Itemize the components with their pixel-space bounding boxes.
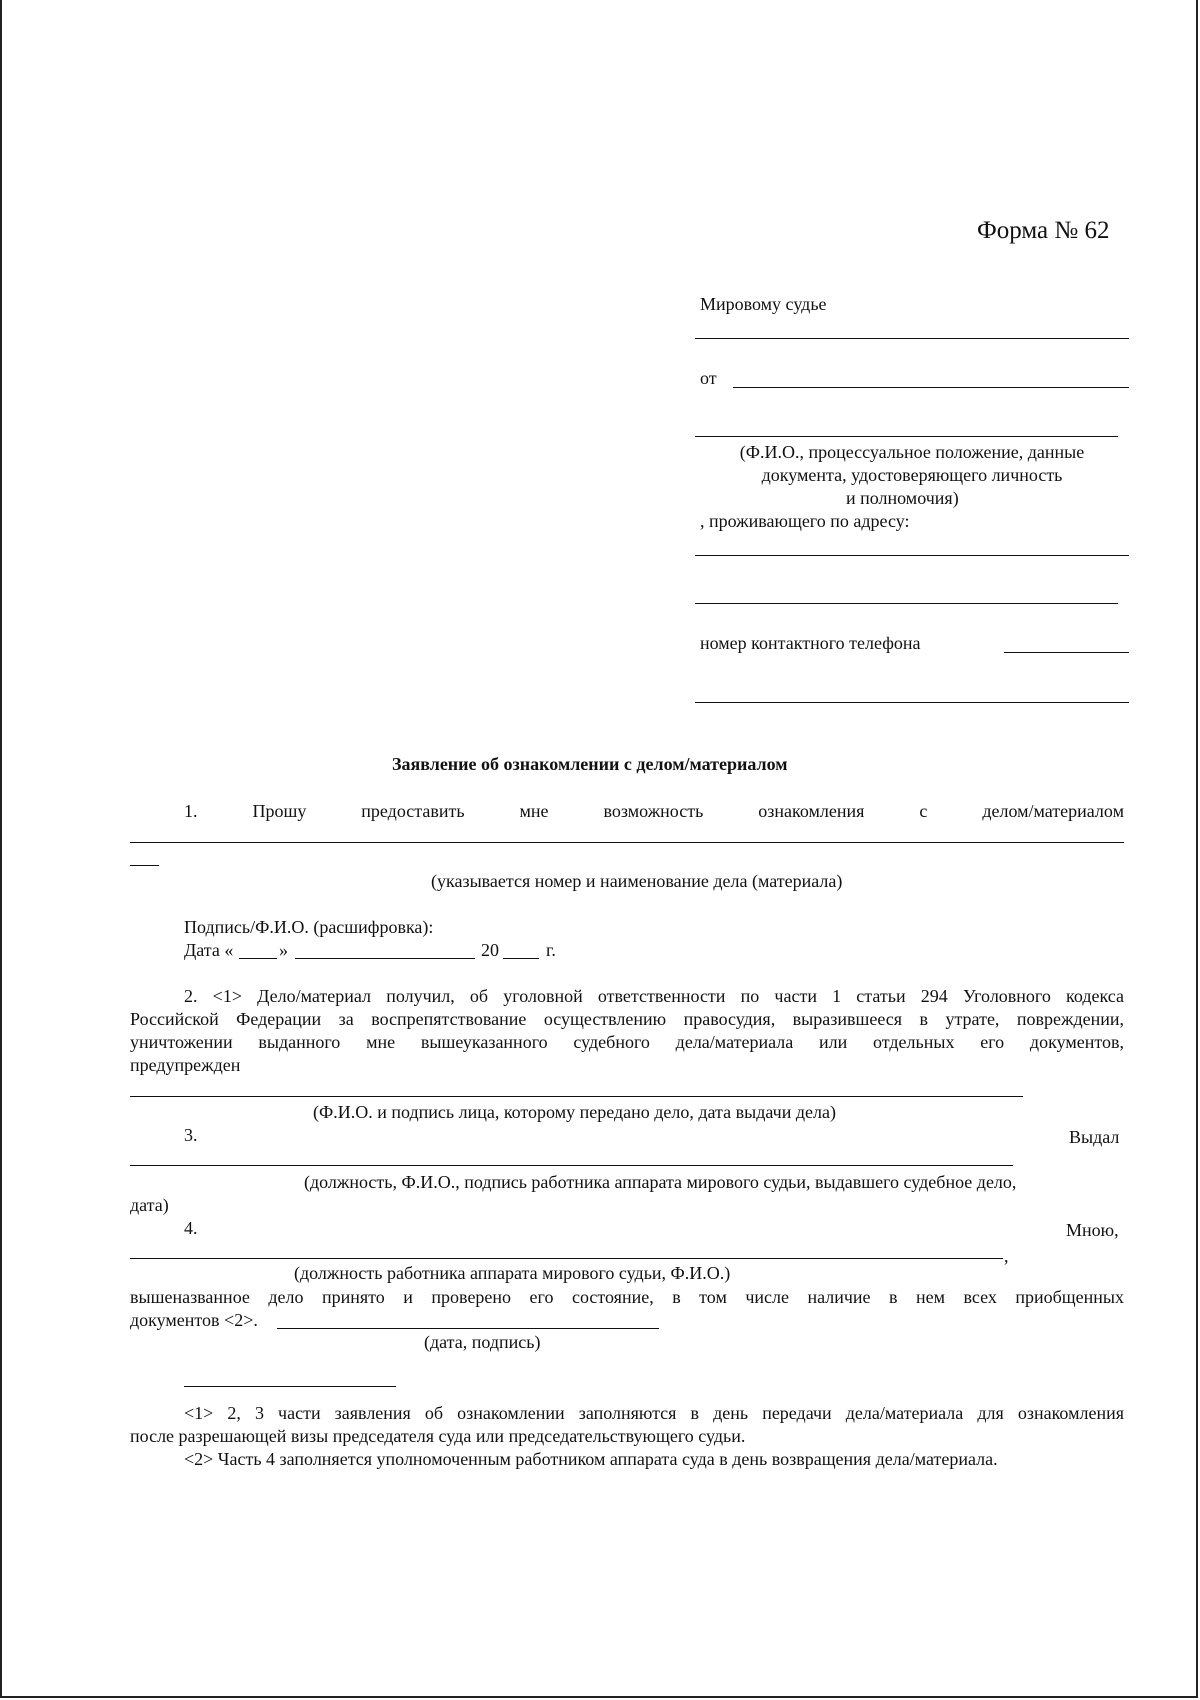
phone-line[interactable] (1004, 652, 1129, 653)
date-year-line[interactable] (503, 958, 539, 959)
item1-word-request: Прошу (252, 801, 307, 821)
item1-word-familiarization: ознакомления (758, 801, 865, 821)
item2-line2: Российской Федерации за воспрепятствование осуществлению правосудия, выразившееся в утрате, повреждении, (130, 1009, 1124, 1029)
date-year-suffix: г. (546, 940, 556, 960)
phone-line-2[interactable] (695, 702, 1129, 703)
signature-label: Подпись/Ф.И.О. (расшифровка): (184, 917, 434, 937)
footnote-1-line1: <1> 2, 3 части заявления об ознакомлении заполняются в день передачи дела/материала для ознакомления (184, 1403, 1124, 1423)
receiver-comma: , (1004, 1246, 1009, 1266)
receiver-note: (должность работника аппарата мирового судьи, Ф.И.О.) (294, 1263, 731, 1283)
item4-line1: вышеназванное дело принято и проверено его состояние, в том числе наличие в нем всех приобщенных (130, 1287, 1124, 1307)
footnote-1-line2: после разрешающей визы председателя суда или председательствующего судьи. (130, 1426, 746, 1446)
case-note: (указывается номер и наименование дела (материала) (431, 871, 843, 891)
recipient-note: (Ф.И.О. и подпись лица, которому передано дело, дата выдачи дела) (313, 1102, 836, 1122)
item1-word-with: с (919, 801, 928, 821)
item3-number: 3. (184, 1125, 198, 1145)
issuer-note-line1: (должность, Ф.И.О., подпись работника аппарата мирового судьи, выдавшего судебное дело, (304, 1172, 1017, 1192)
residence-label: , проживающего по адресу: (700, 511, 910, 531)
item1-word-provide: предоставить (361, 801, 465, 821)
date-sign-line[interactable] (277, 1328, 659, 1329)
fio-note-line2: документа, удостоверяющего личность (761, 465, 1063, 485)
form-number: Форма № 62 (977, 217, 1110, 244)
item3-word: Выдал (1069, 1127, 1120, 1147)
item4-word: Мною, (1066, 1220, 1119, 1240)
item4-number: 4. (184, 1218, 198, 1238)
item1-word-me: мне (519, 801, 549, 821)
date-prefix: Дата « (184, 940, 234, 960)
fio-note-line3: и полномочия) (846, 488, 959, 508)
document-title: Заявление об ознакомлении с делом/материалом (392, 754, 788, 774)
from-line[interactable] (733, 387, 1129, 388)
item2-line4: предупрежден (130, 1055, 241, 1075)
recipient-line[interactable] (130, 1096, 1023, 1097)
receiver-line[interactable] (130, 1258, 1003, 1259)
address-line-1[interactable] (695, 555, 1129, 556)
case-name-line-short[interactable] (130, 865, 159, 866)
date-quote-close: » (279, 940, 288, 960)
date-month-line[interactable] (295, 958, 475, 959)
to-judge-label: Мировому судье (700, 294, 827, 314)
item1-word-case: делом/материалом (982, 801, 1124, 821)
date-day-line[interactable] (239, 958, 277, 959)
fio-note-line1: (Ф.И.О., процессуальное положение, данные (739, 442, 1085, 462)
from-label: от (700, 368, 717, 388)
item1-word-possibility: возможность (603, 801, 704, 821)
item2-line3: уничтожении выданного мне вышеуказанного судебного дела/материала или отдельных его документов, (130, 1032, 1124, 1052)
footnote-divider (184, 1386, 396, 1387)
issuer-note-line2: дата) (130, 1195, 169, 1215)
item1-number: 1. (184, 801, 198, 821)
phone-label: номер контактного телефона (700, 633, 921, 653)
from-line-2[interactable] (695, 436, 1118, 437)
date-sign-note: (дата, подпись) (424, 1332, 541, 1352)
footnote-2: <2> Часть 4 заполняется уполномоченным работником аппарата суда в день возвращения дела/материала. (184, 1449, 998, 1469)
item1-request (184, 800, 1124, 822)
address-line-2[interactable] (695, 603, 1118, 604)
date-year-prefix: 20 (481, 940, 499, 960)
judge-name-line[interactable] (695, 338, 1129, 339)
case-name-line[interactable] (130, 842, 1124, 843)
item2-line1: 2. <1> Дело/материал получил, об уголовной ответственности по части 1 статьи 294 Уголовного кодекса (184, 986, 1124, 1006)
issuer-line[interactable] (130, 1165, 1013, 1166)
item4-line2: документов <2>. (130, 1310, 258, 1330)
